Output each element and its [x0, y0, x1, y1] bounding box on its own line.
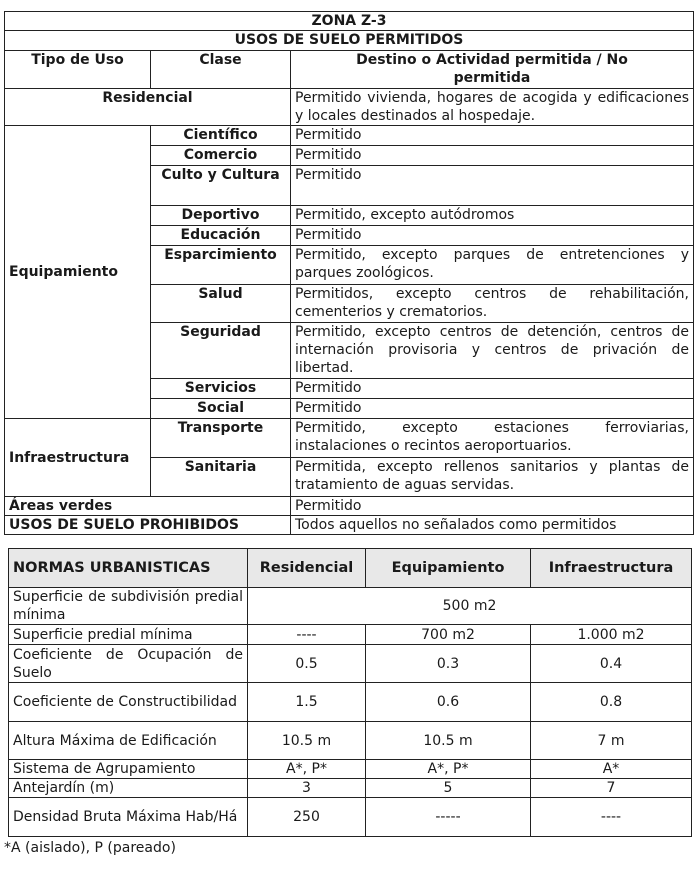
- clase-cell: Sanitaria: [151, 458, 291, 497]
- clase-cell: Comercio: [151, 146, 291, 166]
- norm-value: 0.3: [366, 645, 531, 683]
- norm-value: 7 m: [531, 722, 692, 760]
- norm-value: ----: [531, 798, 692, 837]
- table-row: [5, 126, 694, 146]
- tipo-residencial: Residencial: [5, 89, 291, 126]
- norm-value: 1.000 m2: [531, 625, 692, 645]
- destino-cell: Permitido, excepto autódromos: [291, 206, 694, 226]
- clase-cell: Deportivo: [151, 206, 291, 226]
- norm-label: Antejardín (m): [9, 779, 248, 798]
- clase-cell: Culto y Cultura: [151, 166, 291, 206]
- urban-norms-table: [8, 548, 692, 837]
- table-row: [9, 625, 692, 645]
- clase-cell: Transporte: [151, 419, 291, 458]
- clase-cell: Científico: [151, 126, 291, 146]
- norm-value: 5: [366, 779, 531, 798]
- norms-header-0: NORMAS URBANISTICAS: [9, 549, 248, 588]
- destino-prohibidos: Todos aquellos no señalados como permitidos: [291, 516, 694, 535]
- zone-title: ZONA Z-3: [5, 12, 694, 31]
- tipo-prohibidos: USOS DE SUELO PROHIBIDOS: [5, 516, 291, 535]
- norm-value: ----: [248, 625, 366, 645]
- destino-cell: Permitido: [291, 399, 694, 419]
- table-row: [9, 760, 692, 779]
- header-destino: Destino o Actividad permitida / No permitida: [291, 51, 694, 89]
- destino-cell: Permitido, excepto estaciones ferroviarias, instalaciones o recintos aeroportuarios.: [291, 419, 694, 458]
- destino-cell: Permitida, excepto rellenos sanitarios y plantas de tratamiento de aguas servidas.: [291, 458, 694, 497]
- norm-value: 0.6: [366, 683, 531, 722]
- destino-cell: Permitido: [291, 166, 694, 206]
- norms-header-1: Residencial: [248, 549, 366, 588]
- header-clase: Clase: [151, 51, 291, 89]
- norm-value: 3: [248, 779, 366, 798]
- norm-value: A*: [531, 760, 692, 779]
- norm-value: 0.8: [531, 683, 692, 722]
- norm-label: Superficie predial mínima: [9, 625, 248, 645]
- table-row: [5, 419, 694, 458]
- table-row: [9, 683, 692, 722]
- norm-label: Altura Máxima de Edificación: [9, 722, 248, 760]
- norm-label: Coeficiente de Ocupación de Suelo: [9, 645, 248, 683]
- tipo-infraestructura: Infraestructura: [5, 419, 151, 497]
- clase-cell: Salud: [151, 285, 291, 323]
- table-row: [9, 798, 692, 837]
- tipo-equipamiento: Equipamiento: [5, 126, 151, 419]
- clase-cell: Esparcimiento: [151, 246, 291, 285]
- destino-cell: Permitido: [291, 379, 694, 399]
- table-row: [9, 645, 692, 683]
- norm-label: Densidad Bruta Máxima Hab/Há: [9, 798, 248, 837]
- tipo-areas-verdes: Áreas verdes: [5, 497, 291, 516]
- norm-label: Sistema de Agrupamiento: [9, 760, 248, 779]
- destino-cell: Permitido: [291, 146, 694, 166]
- clase-cell: Seguridad: [151, 323, 291, 379]
- header-tipo: Tipo de Uso: [5, 51, 151, 89]
- clase-cell: Social: [151, 399, 291, 419]
- norm-value: -----: [366, 798, 531, 837]
- destino-areas-verdes: Permitido: [291, 497, 694, 516]
- norm-value-subdivision: 500 m2: [248, 588, 692, 625]
- norm-value: A*, P*: [248, 760, 366, 779]
- destino-cell: Permitido, excepto parques de entretenciones y parques zoológicos.: [291, 246, 694, 285]
- norm-value: 250: [248, 798, 366, 837]
- norm-label-subdivision: Superficie de subdivisión predial mínima: [9, 588, 248, 625]
- permitted-title: USOS DE SUELO PERMITIDOS: [5, 31, 694, 51]
- destino-residencial: Permitido vivienda, hogares de acogida y edificaciones y locales destinados al hospedaje.: [291, 89, 694, 126]
- norm-value: 0.5: [248, 645, 366, 683]
- clase-cell: Servicios: [151, 379, 291, 399]
- norm-value: 7: [531, 779, 692, 798]
- norm-value: 10.5 m: [366, 722, 531, 760]
- norm-value: 0.4: [531, 645, 692, 683]
- table-row: [9, 722, 692, 760]
- destino-cell: Permitido, excepto centros de detención, centros de internación provisoria y centros de privación de libertad.: [291, 323, 694, 379]
- destino-cell: Permitido: [291, 126, 694, 146]
- norm-label: Coeficiente de Constructibilidad: [9, 683, 248, 722]
- footnote: *A (aislado), P (pareado): [4, 840, 176, 856]
- norm-value: 1.5: [248, 683, 366, 722]
- norms-header-3: Infraestructura: [531, 549, 692, 588]
- table-row: [9, 779, 692, 798]
- permitted-uses-table: [4, 11, 694, 535]
- norm-value: 700 m2: [366, 625, 531, 645]
- destino-cell: Permitido: [291, 226, 694, 246]
- clase-cell: Educación: [151, 226, 291, 246]
- norm-value: 10.5 m: [248, 722, 366, 760]
- norms-header-2: Equipamiento: [366, 549, 531, 588]
- norm-value: A*, P*: [366, 760, 531, 779]
- destino-cell: Permitidos, excepto centros de rehabilitación, cementerios y crematorios.: [291, 285, 694, 323]
